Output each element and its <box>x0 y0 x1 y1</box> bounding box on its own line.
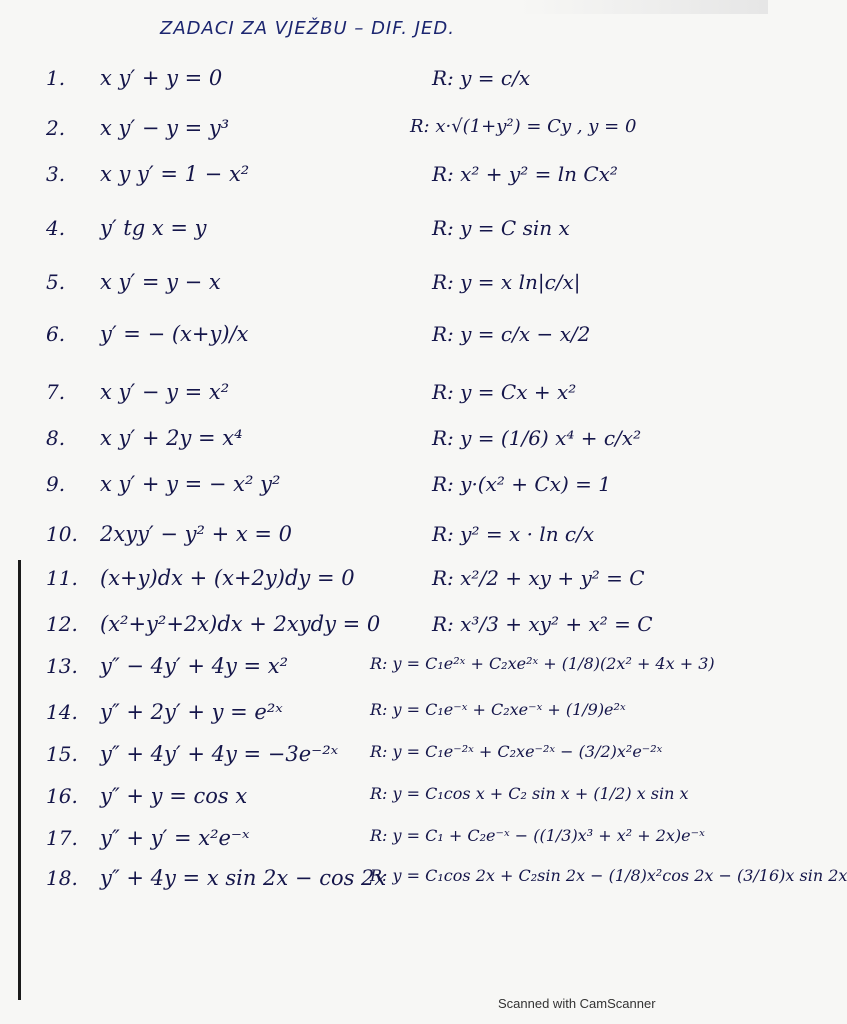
problem-number: 3. <box>46 162 66 186</box>
problem-solution: R: x²/2 + xy + y² = C <box>432 566 645 590</box>
problem-row <box>0 566 768 606</box>
problem-row <box>0 522 768 562</box>
problem-number: 12. <box>46 612 78 636</box>
problem-solution: R: y = (1/6) x⁴ + c/x² <box>432 426 642 450</box>
problem-equation: y″ + 2y′ + y = e²ˣ <box>100 700 283 724</box>
problem-row <box>0 612 768 652</box>
problem-solution: R: y = c/x <box>432 66 531 90</box>
problem-solution: R: x³/3 + xy² + x² = C <box>432 612 653 636</box>
problem-equation: y′ = − (x+y)/x <box>100 322 249 346</box>
page-title: ZADACI ZA VJEŽBU – DIF. JED. <box>160 18 455 39</box>
problem-equation: 2xyy′ − y² + x = 0 <box>100 522 293 546</box>
problem-equation: (x²+y²+2x)dx + 2xydy = 0 <box>100 612 381 636</box>
problem-equation: y″ + y = cos x <box>100 784 248 808</box>
problem-number: 14. <box>46 700 78 724</box>
problem-row <box>0 742 768 782</box>
problem-solution: R: y = C₁cos x + C₂ sin x + (1/2) x sin x <box>370 784 689 803</box>
problem-number: 18. <box>46 866 78 890</box>
problem-row <box>0 826 768 866</box>
problem-solution: R: x² + y² = ln Cx² <box>432 162 618 186</box>
problem-solution: R: y = x ln|c/x| <box>432 270 581 294</box>
problem-solution: R: y = C sin x <box>432 216 570 240</box>
scanner-watermark: Scanned with CamScanner <box>498 996 656 1011</box>
problem-row <box>0 654 768 694</box>
problem-solution: R: y = C₁cos 2x + C₂sin 2x − (1/8)x²cos 2x − (3/16)x sin 2x <box>370 866 847 885</box>
problem-equation: y″ + y′ = x²e⁻ˣ <box>100 826 250 850</box>
problem-row <box>0 380 768 420</box>
problem-row <box>0 66 768 106</box>
problem-row <box>0 426 768 466</box>
problem-equation: y″ + 4y = x sin 2x − cos 2x <box>100 866 387 890</box>
problem-number: 5. <box>46 270 66 294</box>
problem-number: 1. <box>46 66 66 90</box>
problem-number: 11. <box>46 566 78 590</box>
problem-solution: R: y = C₁ + C₂e⁻ˣ − ((1/3)x³ + x² + 2x)e⁻ˣ <box>370 826 705 845</box>
problem-equation: x y′ − y = x² <box>100 380 230 404</box>
problem-equation: x y′ + y = 0 <box>100 66 223 90</box>
problem-number: 4. <box>46 216 66 240</box>
problem-solution: R: y = C₁e⁻ˣ + C₂xe⁻ˣ + (1/9)e²ˣ <box>370 700 626 719</box>
problem-solution: R: y = c/x − x/2 <box>432 322 591 346</box>
problem-equation: x y′ = y − x <box>100 270 221 294</box>
problem-number: 8. <box>46 426 66 450</box>
problem-row <box>0 322 768 362</box>
problem-solution: R: y·(x² + Cx) = 1 <box>432 472 611 496</box>
problem-equation: y′ tg x = y <box>100 216 207 240</box>
problem-solution: R: x·√(1+y²) = Cy , y = 0 <box>410 116 637 137</box>
problem-number: 15. <box>46 742 78 766</box>
problem-equation: y″ − 4y′ + 4y = x² <box>100 654 289 678</box>
scan-smudge <box>520 0 768 14</box>
problem-equation: x y′ + 2y = x⁴ <box>100 426 243 450</box>
problem-solution: R: y² = x · ln c/x <box>432 522 595 546</box>
problem-equation: x y′ − y = y³ <box>100 116 230 140</box>
problem-row <box>0 472 768 512</box>
problem-equation: x y′ + y = − x² y² <box>100 472 281 496</box>
problem-number: 10. <box>46 522 78 546</box>
problem-equation: x y y′ = 1 − x² <box>100 162 250 186</box>
problem-equation: y″ + 4y′ + 4y = −3e⁻²ˣ <box>100 742 339 766</box>
problem-solution: R: y = C₁e⁻²ˣ + C₂xe⁻²ˣ − (3/2)x²e⁻²ˣ <box>370 742 663 761</box>
problem-row <box>0 866 847 906</box>
problem-equation: (x+y)dx + (x+2y)dy = 0 <box>100 566 355 590</box>
problem-row <box>0 784 768 824</box>
problem-row <box>0 700 768 740</box>
problem-row <box>0 270 768 310</box>
problem-row <box>0 216 768 256</box>
problem-solution: R: y = Cx + x² <box>432 380 577 404</box>
problem-number: 9. <box>46 472 66 496</box>
problem-solution: R: y = C₁e²ˣ + C₂xe²ˣ + (1/8)(2x² + 4x + 3) <box>370 654 715 673</box>
problem-row <box>0 162 768 202</box>
problem-number: 7. <box>46 380 66 404</box>
problem-row <box>0 116 768 156</box>
problem-number: 16. <box>46 784 78 808</box>
problem-number: 17. <box>46 826 78 850</box>
problem-number: 13. <box>46 654 78 678</box>
problem-number: 2. <box>46 116 66 140</box>
problem-number: 6. <box>46 322 66 346</box>
